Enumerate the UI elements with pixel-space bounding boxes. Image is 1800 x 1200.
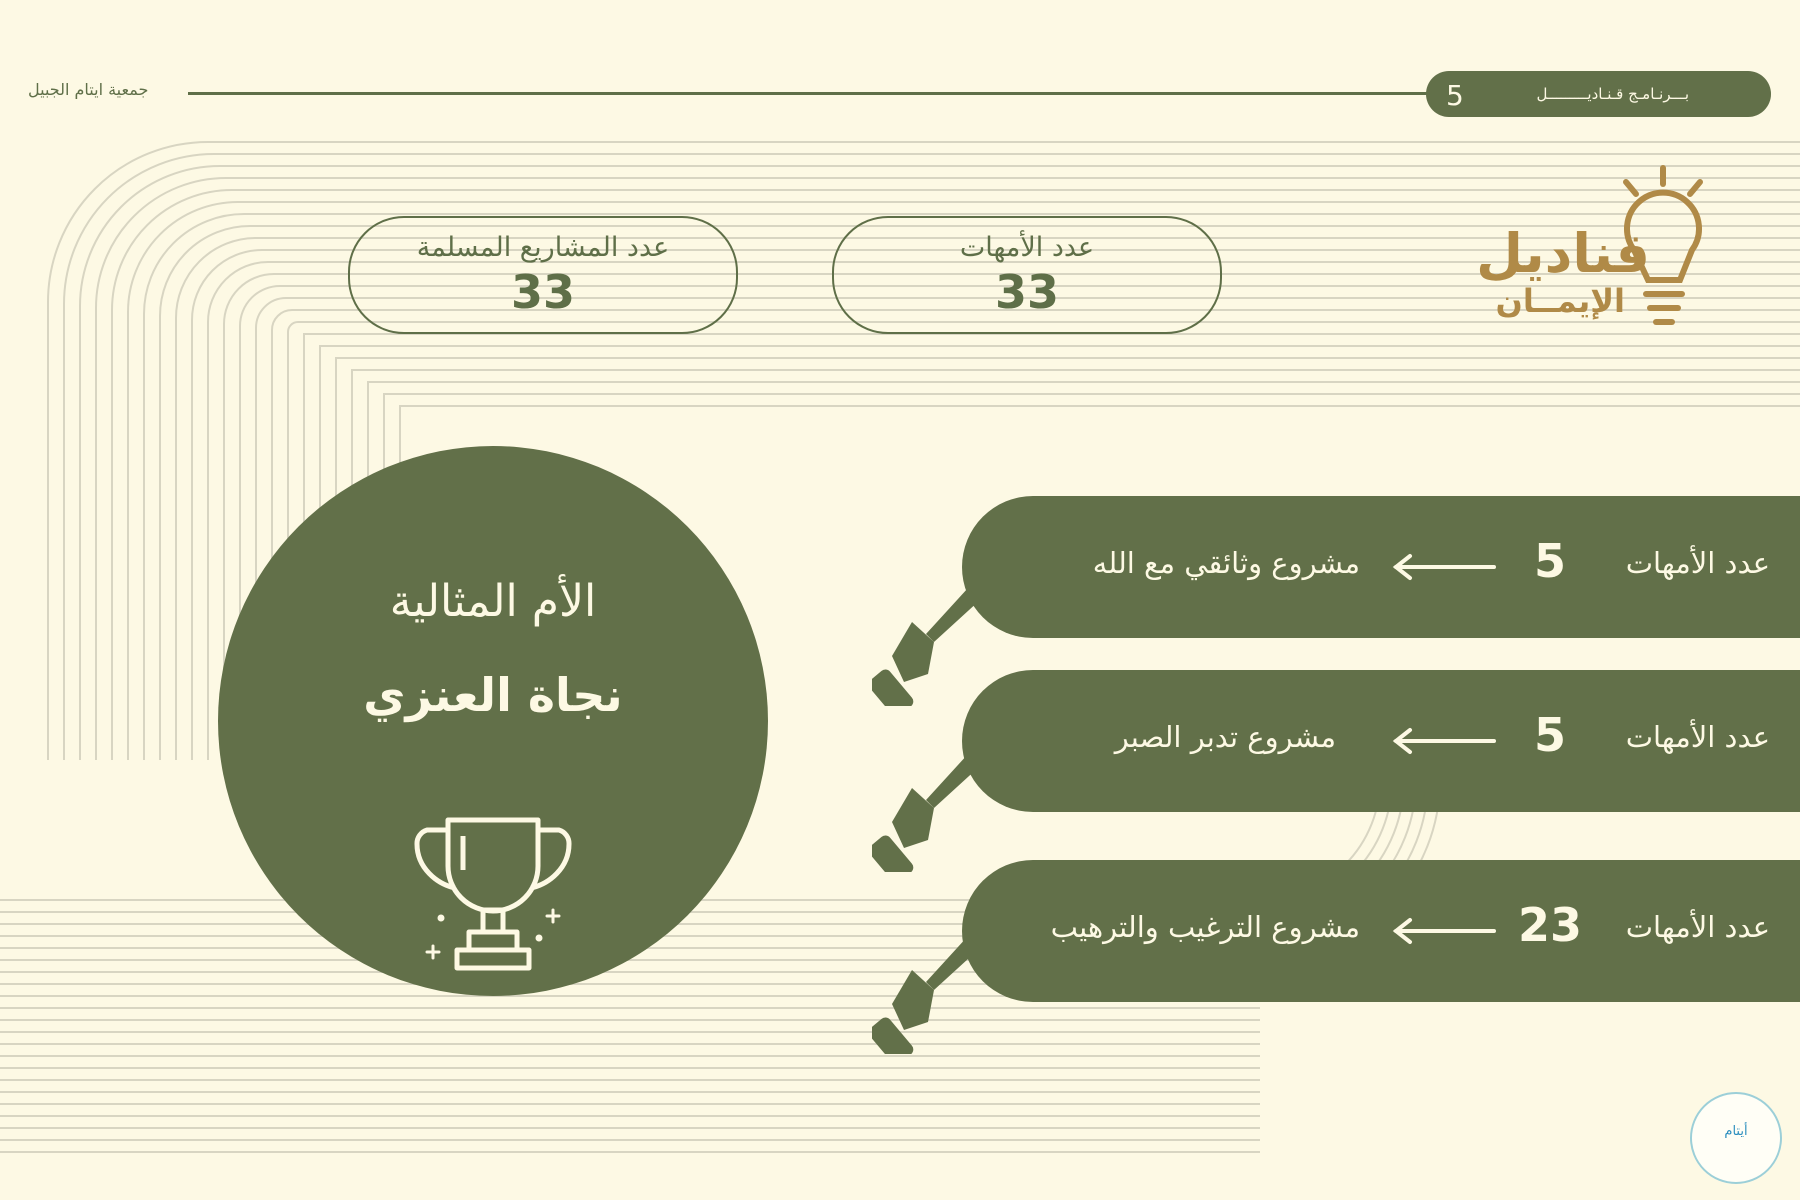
project-count: 23: [1517, 898, 1582, 952]
project-count-label: عدد الأمهات: [1625, 910, 1770, 944]
trophy-icon: [403, 806, 583, 986]
stat-value: 33: [510, 265, 575, 319]
pointing-hand-icon: [872, 934, 982, 1054]
stat-mothers-count: [832, 216, 1222, 334]
arrow-left-icon: [1390, 916, 1500, 946]
project-count: 5: [1533, 708, 1566, 762]
header-divider: [188, 92, 1438, 95]
project-bar: [962, 496, 1800, 638]
page-number: 5: [1446, 79, 1464, 112]
logo-text-primary: قناديل: [1476, 222, 1650, 285]
logo-text-secondary: الإيمــان: [1495, 282, 1625, 320]
badge-text: أيتام: [1724, 1124, 1748, 1139]
ideal-mother-circle: [218, 446, 768, 996]
qanadeel-logo: [1460, 160, 1720, 340]
stat-label: عدد الأمهات: [959, 232, 1095, 263]
project-name: مشروع الترغيب والترهيب: [1050, 910, 1360, 944]
header-pill: [1426, 71, 1771, 117]
stat-delivered-projects: [348, 216, 738, 334]
organization-name: جمعية ايتام الجبيل: [28, 80, 149, 99]
stat-value: 33: [994, 265, 1059, 319]
stat-label: عدد المشاريع المسلمة: [416, 232, 670, 263]
ideal-mother-title: الأم المثالية: [389, 576, 597, 627]
project-count-label: عدد الأمهات: [1625, 720, 1770, 754]
project-count: 5: [1533, 534, 1566, 588]
arrow-left-icon: [1390, 552, 1500, 582]
ideal-mother-name: نجاة العنزي: [363, 668, 623, 722]
project-count-label: عدد الأمهات: [1625, 546, 1770, 580]
pointing-hand-icon: [872, 752, 982, 872]
project-bar: [962, 860, 1800, 1002]
arrow-left-icon: [1390, 726, 1500, 756]
aytam-logo-badge: [1690, 1092, 1782, 1184]
program-label: بـــرنـامـج قـنـاديـــــــــل: [1536, 85, 1689, 103]
project-bar: [962, 670, 1800, 812]
pointing-hand-icon: [872, 586, 982, 706]
project-name: مشروع تدبر الصبر: [1114, 720, 1336, 754]
project-name: مشروع وثائقي مع الله: [1092, 546, 1360, 580]
